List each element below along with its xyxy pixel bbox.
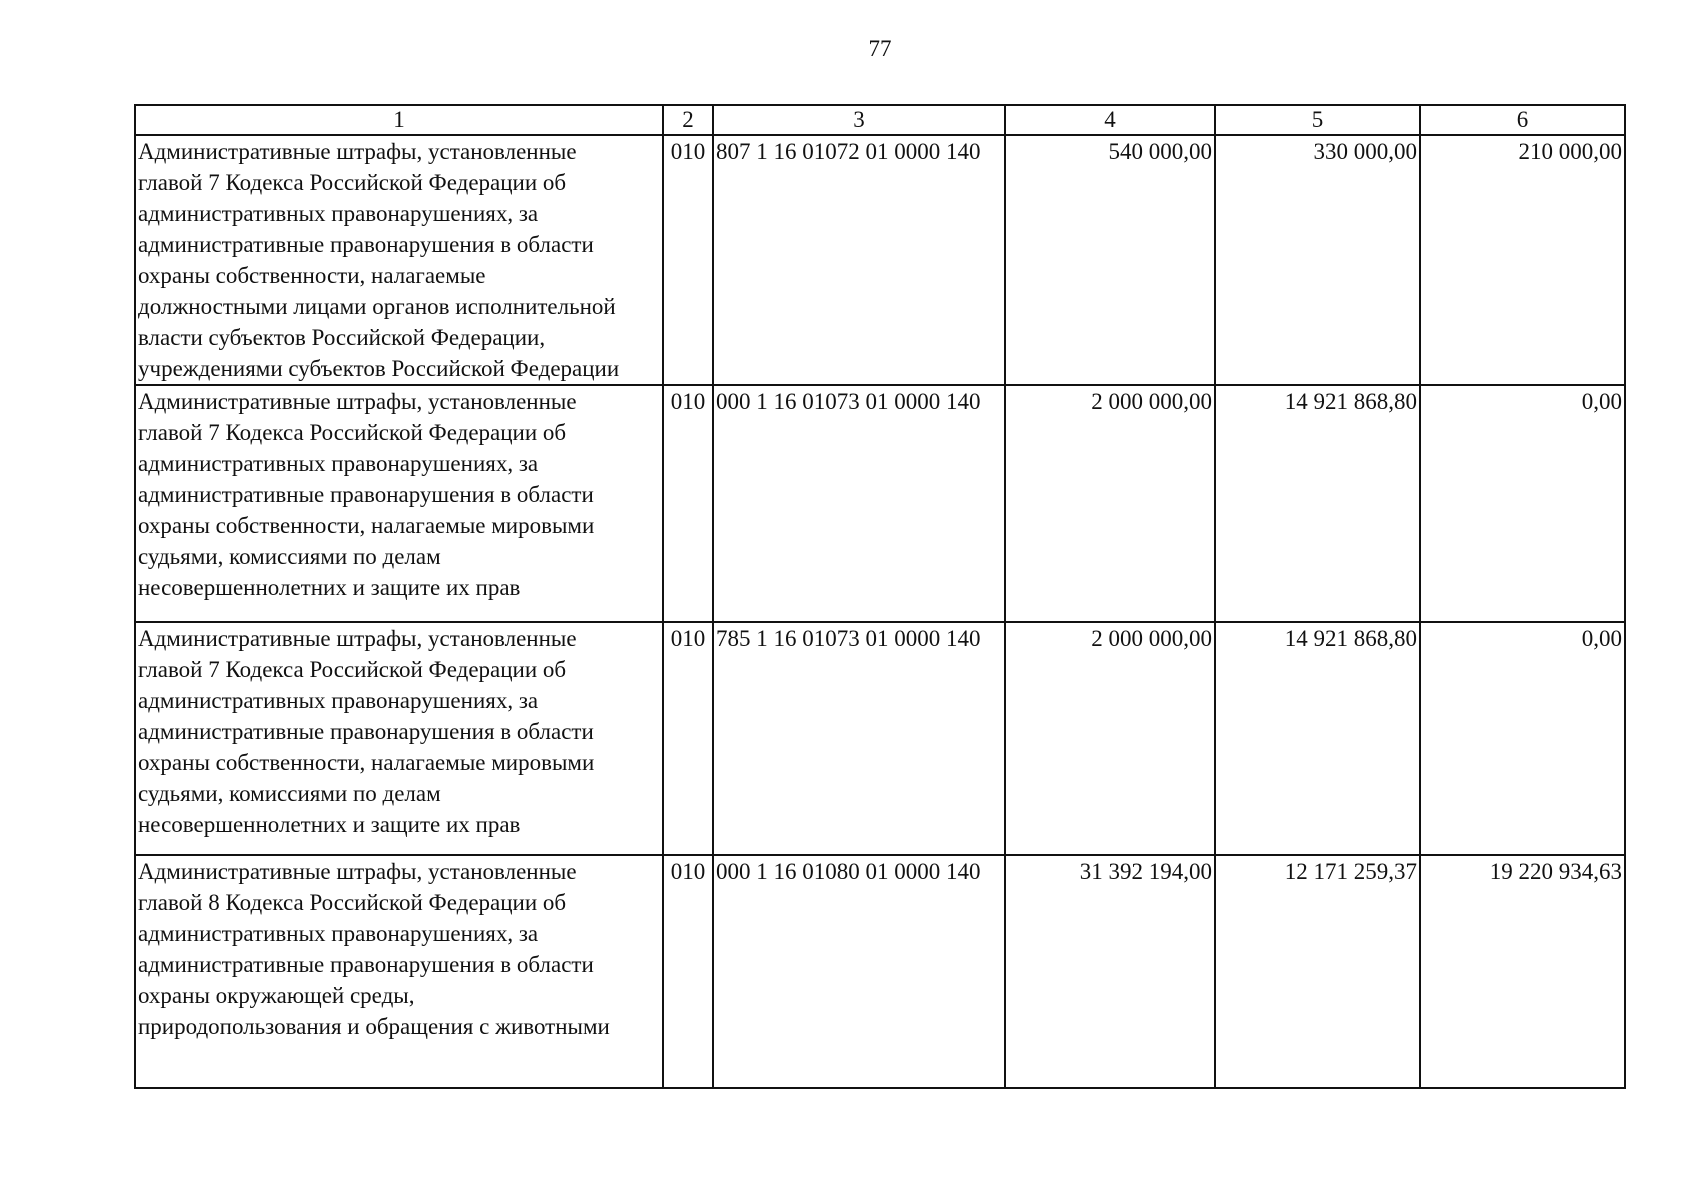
value-col-4: 2 000 000,00 [1005, 385, 1215, 622]
value-col-6: 19 220 934,63 [1420, 855, 1625, 1088]
income-code: 000 1 16 01073 01 0000 140 [713, 385, 1005, 622]
income-code: 785 1 16 01073 01 0000 140 [713, 622, 1005, 855]
table-row [135, 135, 1625, 385]
value-col-6: 0,00 [1420, 622, 1625, 855]
header-col-2: 2 [663, 105, 713, 135]
row-description: Административные штрафы, установленные главой 7 Кодекса Российской Федерации об административных правонарушениях, за административные правонарушения в области охраны собственности, налагаемые мировыми судьями, комиссиями по делам несовершеннолетних и защите их прав [135, 385, 663, 622]
row-code: 010 [663, 135, 713, 385]
row-code: 010 [663, 385, 713, 622]
row-code: 010 [663, 622, 713, 855]
value-col-4: 540 000,00 [1005, 135, 1215, 385]
value-col-6: 210 000,00 [1420, 135, 1625, 385]
table-row [135, 385, 1625, 622]
value-col-5: 330 000,00 [1215, 135, 1420, 385]
header-col-5: 5 [1215, 105, 1420, 135]
row-description: Административные штрафы, установленные главой 7 Кодекса Российской Федерации об административных правонарушениях, за административные правонарушения в области охраны собственности, налагаемые должностными лицами органов исполнительной власти субъектов Российской Федерации, учреждениями субъектов Российской Федерации [135, 135, 663, 385]
value-col-5: 14 921 868,80 [1215, 385, 1420, 622]
header-col-4: 4 [1005, 105, 1215, 135]
budget-table [134, 104, 1626, 1089]
row-code: 010 [663, 855, 713, 1088]
income-code: 807 1 16 01072 01 0000 140 [713, 135, 1005, 385]
value-col-5: 14 921 868,80 [1215, 622, 1420, 855]
income-code: 000 1 16 01080 01 0000 140 [713, 855, 1005, 1088]
row-description: Административные штрафы, установленные главой 8 Кодекса Российской Федерации об административных правонарушениях, за административные правонарушения в области охраны окружающей среды, природопользования и обращения с животными [135, 855, 663, 1088]
header-col-6: 6 [1420, 105, 1625, 135]
header-col-1: 1 [135, 105, 663, 135]
table-row [135, 622, 1625, 855]
page-number: 77 [868, 36, 892, 61]
value-col-4: 31 392 194,00 [1005, 855, 1215, 1088]
value-col-6: 0,00 [1420, 385, 1625, 622]
value-col-5: 12 171 259,37 [1215, 855, 1420, 1088]
row-description: Административные штрафы, установленные главой 7 Кодекса Российской Федерации об административных правонарушениях, за административные правонарушения в области охраны собственности, налагаемые мировыми судьями, комиссиями по делам несовершеннолетних и защите их прав [135, 622, 663, 855]
header-row [135, 105, 1625, 135]
value-col-4: 2 000 000,00 [1005, 622, 1215, 855]
table-row [135, 855, 1625, 1088]
header-col-3: 3 [713, 105, 1005, 135]
